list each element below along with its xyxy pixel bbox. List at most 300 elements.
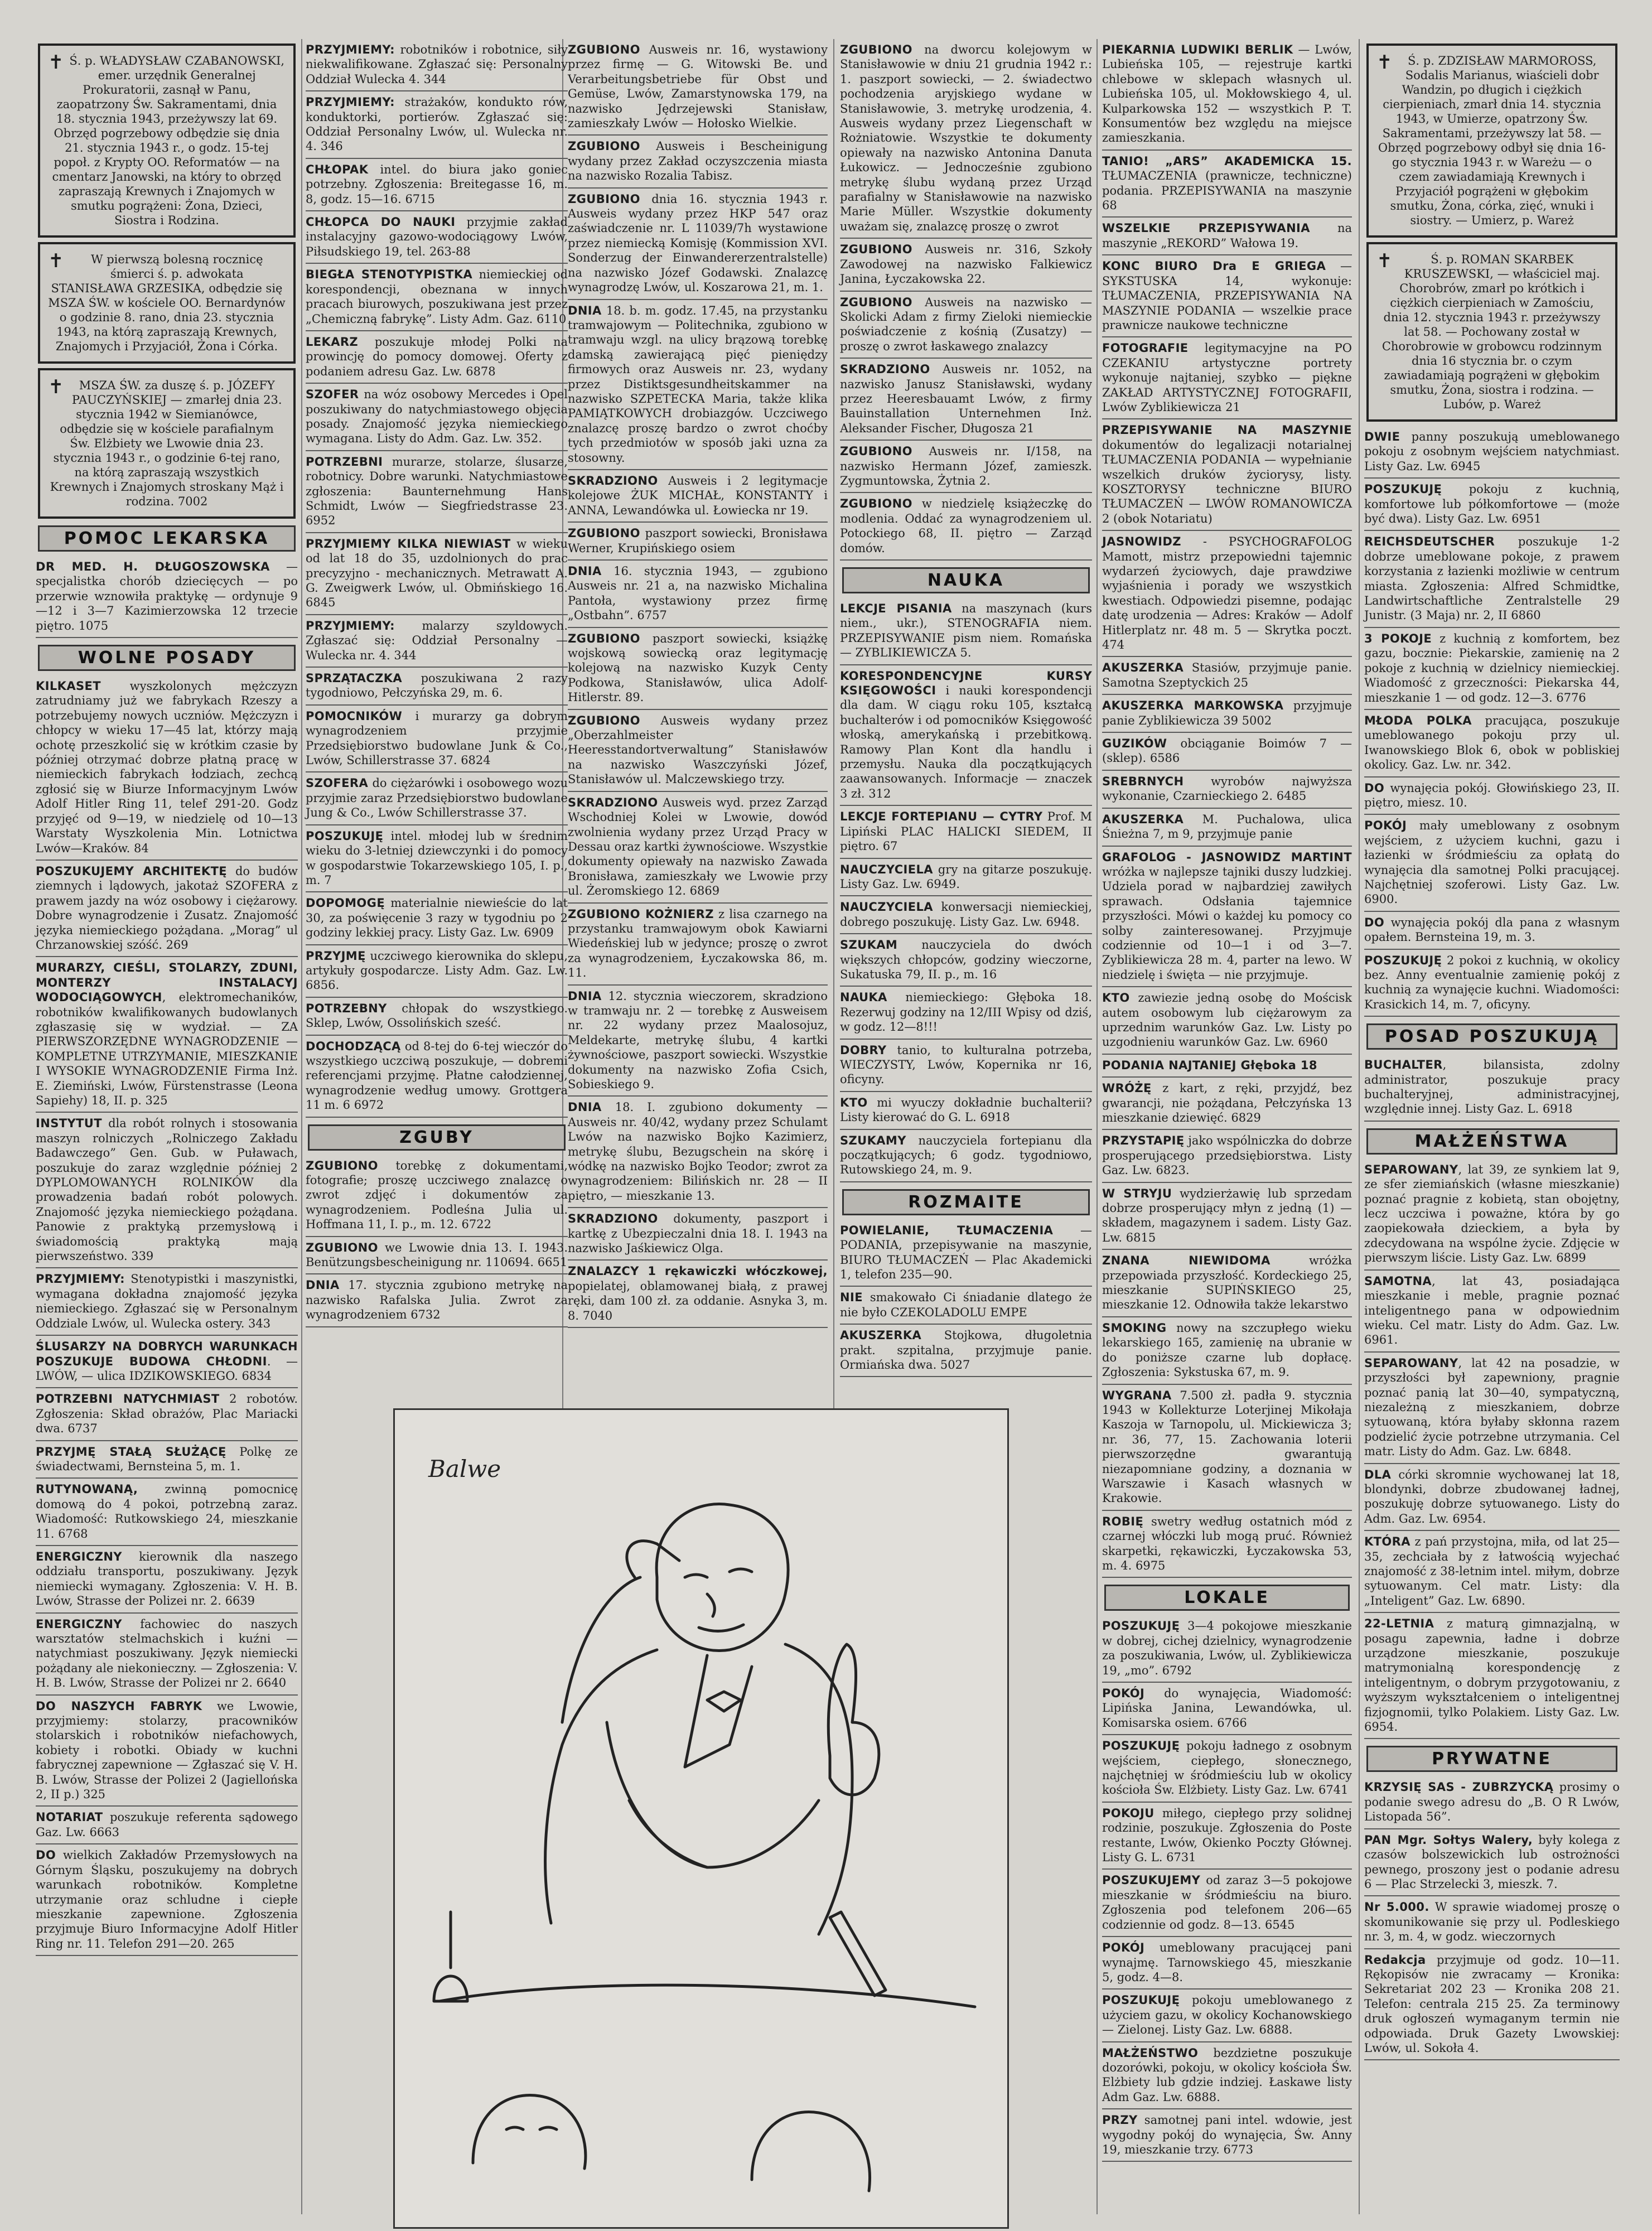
classified-ad — [568, 710, 828, 792]
ad-body: dnia 16. stycznia 1943 r. Ausweis wydany przez HKP 547 oraz zaświadczenie nr. L 11039/7h wystawione przez niemiecką Komisję (Kommission XVI. Sonderzug der Einwandererzentralstelle) na nazwisko Józef Godawski. Znalazcę wynagrodzę Lwów, ul. Koszarowa 21, m. 1. — [568, 192, 828, 294]
classified-ad — [1364, 778, 1620, 815]
ad-lead: AKUSZERKA — [1102, 812, 1184, 826]
ad-body: nowy na szczupłego wieku lekarskiego 165, zamienię na ubranie w do poniższe czarne lub dopłacę. Zgłoszenia: Sykstuska 67, m. 9. — [1102, 1321, 1352, 1379]
classified-ad — [306, 211, 568, 264]
classified-ad — [568, 189, 828, 300]
classified-ad — [1102, 419, 1352, 531]
ad-lead: DR MED. H. DŁUGOSZOWSKA — [36, 560, 270, 573]
classified-ad — [306, 39, 568, 91]
caricature-illustration — [393, 1408, 1009, 2229]
classified-ad — [36, 1479, 298, 1546]
classified-ad — [1102, 1803, 1352, 1870]
classified-ad — [568, 561, 828, 628]
ad-lead: SEPAROWANY — [1364, 1356, 1458, 1370]
ad-lead: ZGUBIONO — [568, 43, 640, 56]
classified-ad — [1102, 1250, 1352, 1317]
classified-ad — [1102, 771, 1352, 809]
column-2 — [302, 39, 571, 1394]
ad-body: od zaraz 3—5 pokojowe mieszkanie w śródmieściu na biuro. Zgłoszenia pod telefonem 206—65 codziennie od godz. 8—13. 6545 — [1102, 1873, 1352, 1931]
ad-lead: SZOFER — [306, 388, 359, 402]
classified-ad — [1102, 2042, 1352, 2110]
ad-body: 2 robotów. Zgłoszenia: Skład obrażów, Plac Mariacki dwa. 6737 — [36, 1392, 298, 1436]
ad-body: , lat 42 na posadzie, w przyszłości był zapewniony, pragnie poznać panią lat 30—40, sympatyczną, niezależną z mieszkaniem, dobrze sytuowaną, która byłaby skłonna razem podzielić życie potrzebne utrzymania. Cel matr. Listy do Adm. Gaz. Lw. 6848. — [1364, 1356, 1620, 1459]
classified-ad — [1364, 1353, 1620, 1464]
ad-body: Stasiów, przyjmuje panie. Samotna Szeptyckich 25 — [1102, 661, 1352, 689]
ad-lead: PRZYJMĘ — [306, 949, 366, 963]
ad-lead: POSZUKUJĘ — [1364, 482, 1442, 496]
classified-ad — [306, 159, 568, 211]
classified-ad — [840, 1092, 1092, 1130]
classified-ad — [1364, 1159, 1620, 1271]
classified-ad — [1364, 950, 1620, 1017]
classified-ad — [1102, 1130, 1352, 1182]
classified-ad — [1364, 1531, 1620, 1613]
classified-ad — [1102, 255, 1352, 337]
obituary-notice — [1366, 44, 1617, 238]
ad-body: poszukuje 1-2 dobrze umeblowane pokoje, z prawem korzystania z łazienki możliwie w centrum miasta. Zgłoszenia: Alfred Schmidtke, Landwirtschaftliche Zentralstelle 29 Junistr. (3 Maja) nr. 2, II 6860 — [1364, 535, 1620, 622]
classified-ad — [1102, 2109, 1352, 2162]
classified-ad — [1364, 815, 1620, 911]
ad-lead: BUCHALTER — [1364, 1058, 1443, 1072]
ad-lead: PRZYJMIEMY: — [306, 619, 395, 632]
ad-lead: RUTYNOWANĄ, — [36, 1482, 138, 1496]
classified-ad — [1102, 1385, 1352, 1511]
classified-ad — [36, 957, 298, 1113]
ad-body: pokoju umeblowanego z użyciem gazu, w okolicy Kochanowskiego — Zielonej. Listy Gaz. Lw. 6888. — [1102, 1993, 1352, 2037]
ad-lead: NAUCZYCIELA — [840, 862, 933, 876]
ad-body: we Lwowie, przyjmiemy: stolarzy, pracowników stolarskich i robotników niefachowych, kobiety i robotki. Obiady w kuchni fabrycznej zapewnione — Zgłaszać się V. H. B. Lwów, Strasse der Polizei 2 (Jagiellońska 2, II p.) 325 — [36, 1699, 298, 1802]
ad-body: niemieckiego: Głęboka 18. Rezerwuj godziny na 12/III Wpisy od dziś, w godz. 12—8!!! — [840, 991, 1092, 1034]
column-5 — [1099, 39, 1355, 2214]
ad-lead: ZGUBIONO — [840, 295, 912, 309]
ad-lead: POTRZEBNI — [306, 455, 383, 469]
ad-body: przyjmie zakład instalacyjny gazowo-wodociągowy Lwów, Piłsudskiego 19, tel. 263-88 — [306, 215, 568, 258]
classified-ad — [568, 470, 828, 523]
cross-icon: ✝ — [48, 250, 64, 272]
classified-ad — [1102, 151, 1352, 218]
classified-ad — [1102, 531, 1352, 657]
ad-body: Stojkowa, długoletnia prakt. szpitalna, przyjmuje panie. Ormiańska dwa. 5027 — [840, 1329, 1092, 1372]
ad-body: — Lwów, Lubieńska 105, — rejestruje kartki chlebowe w sklepach własnych ul. Lubieńska 105, ul. Mokłowskiego 4, ul. Kulparkowska 152 — wszystkich P. T. Konsumentów bez względu na miejsce zamieszkania. — [1102, 43, 1352, 145]
ad-lead: PRZYJMIEMY KILKA NIEWIAST — [306, 537, 511, 550]
ad-body: mały umeblowany z osobnym wejściem, z użyciem kuchni, gazu i łazienki w śródmieściu za opłatą do wynajęcia dla samotnej Polki pracującej. Najchętniej szoferowi. Listy Gaz. Lw. 6900. — [1364, 819, 1620, 906]
ad-body: poszukuje młodej Polki na prowincję do pomocy domowej. Oferty z podaniem adresu Gaz. Lw. 6878 — [306, 335, 568, 378]
ad-lead: DNIA — [568, 1100, 602, 1114]
ad-body: 7.500 zł. padła 9. stycznia 1943 w Kollekturze Loterjinej Mikołaja Kaszoja w Tarnopolu, ul. Mickiewicza 3; nr. 36, 77, 15. Zachowania loterii pierwszorzędne gwarantują niezapomniane godziny, a doznania w Warszawie i Kasach własnych w Krakowie. — [1102, 1388, 1352, 1505]
classified-ad — [1102, 847, 1352, 988]
ad-body: Ausweis nr. I/158, na nazwisko Hermann Józef, zamieszk. Zygmuntowska, Żytnia 2. — [840, 445, 1092, 487]
classified-ad — [1364, 1464, 1620, 1532]
ad-body: dokumenty, paszport i kartkę z Ubezpieczalni dnia 18. I. 1943 na nazwisko Jaśkiewicz Olga. — [568, 1212, 828, 1255]
classified-ad — [306, 533, 568, 615]
ad-lead: AKUSZERKA — [840, 1329, 922, 1343]
ad-lead: DNIA — [568, 564, 602, 578]
ad-body: , elektromechaników, robotników kwalifikowanych budowlanych zgłaszasię się w wydział. — ZA PIERWSZORZĘDNE WYNAGRODZENIE — KOMPLETNE UTRZYMANIE, MIESZKANIE I WYSOKIE WYNAGRODZENIE Firma Inż. E. Ziemiński, Lwów, Fürstenstrasse (Leona Sapiehy) 18, II. p. 325 — [36, 991, 298, 1107]
ad-body: pracująca, poszukuje umeblowanego pokoju przy ul. Iwanowskiego Blok 6, obok w pobliskiej okolicy. Gaz. Lw. nr. 342. — [1364, 713, 1620, 772]
ad-lead: Redakcja — [1364, 1953, 1426, 1967]
ad-lead: WRÓŻĘ — [1102, 1081, 1152, 1095]
classified-ad — [568, 300, 828, 470]
ad-lead: ZGUBIONO — [568, 192, 640, 206]
classified-ad — [306, 1237, 568, 1275]
ad-body: Ausweis na nazwisko — Skolicki Adam z firmy Zieloki niemieckie poświadczenie z kośnią (Zusatzy) — proszę o zwrot łaskawego znalazcy — [840, 295, 1092, 353]
ad-lead: ZGUBIONO — [840, 43, 912, 56]
classified-ad — [306, 1274, 568, 1327]
ad-body: Ausweis wydany przez „Oberzahlmeister Heeresstandortverwaltung” Stanisławów na nazwisko Waszczyński Józef, Stanisławów ul. Malczewskiego trzy. — [568, 713, 828, 786]
ad-lead: CHŁOPAK — [306, 162, 369, 176]
classified-ad — [1102, 695, 1352, 733]
ad-body: umeblowany pracującej pani wynajmę. Tarnowskiego 45, mieszkanie 5, godz. 4—8. — [1102, 1941, 1352, 1984]
ad-body: samotnej pani intel. wdowie, jest wygodny pokój do wynajęcia, Św. Anny 19, mieszkanie trzy. 6773 — [1102, 2113, 1352, 2156]
ad-lead: ZGUBIONO — [568, 713, 640, 727]
ad-body: z kart, z ręki, przyjdź, bez gwarancji, nie pożądana, Pełczyńska 13 mieszkanie dziewięć. 6829 — [1102, 1081, 1352, 1124]
ad-lead: LEKCJE PISANIA — [840, 602, 952, 615]
section-header-nauka: NAUKA — [842, 567, 1090, 593]
classified-ad — [1102, 1183, 1352, 1250]
classified-ad — [840, 987, 1092, 1039]
ad-lead: POSZUKUJĘ — [1102, 1993, 1180, 2007]
ad-lead: LEKARZ — [306, 335, 359, 349]
ad-lead: SPRZĄTACZKA — [306, 672, 403, 685]
ad-lead: MAŁŻEŃSTWO — [1102, 2046, 1199, 2060]
classified-ad — [306, 91, 568, 159]
classified-ad — [306, 825, 568, 893]
ad-lead: PRZYJMIEMY: — [36, 1272, 125, 1286]
ad-lead: BIEGŁA STENOTYPISTKA — [306, 268, 473, 282]
classified-ad — [840, 934, 1092, 987]
ad-lead: SREBRNYCH — [1102, 774, 1184, 788]
ad-body: Ausweis i 2 legitymacje kolejowe ŻUK MICHAŁ, KONSTANTY i ANNA, Lewandówka ul. Łowiecka nr 19. — [568, 474, 828, 517]
ad-lead: PRZYJMIEMY: — [306, 95, 395, 109]
ad-lead: LEKCJE FORTEPIANU — CYTRY — [840, 810, 1043, 824]
classified-ad — [306, 1036, 568, 1118]
obituary-notice — [38, 242, 296, 364]
ad-lead: NOTARIAT — [36, 1810, 103, 1824]
ad-lead: ROBIĘ — [1102, 1514, 1144, 1528]
classified-ad — [1102, 39, 1352, 151]
ad-lead: SZUKAM — [840, 938, 898, 952]
classified-ad — [1364, 1054, 1620, 1122]
classified-ad — [568, 1208, 828, 1261]
ad-lead: ZGUBIONO — [306, 1240, 378, 1254]
ad-lead: POTRZEBNY — [306, 1001, 387, 1015]
ad-lead: KILKASET — [36, 679, 101, 693]
ad-body: prosimy o podanie swego adresu do „B. O R Lwów, Listopada 56”. — [1364, 1780, 1620, 1824]
ad-body: wróżka przepowiada przyszłość. Kordeckiego 25, mieszkanie SUPIŃSKIEGO 25, mieszkanie 12. Odnowiła także lekarstwo — [1102, 1254, 1352, 1312]
section-header-lokale: LOKALE — [1104, 1585, 1350, 1611]
ad-body: 18. b. m. godz. 17.45, na przystanku tramwajowym — Politechnika, zgubiono w tramwaju wzgl. na ulicy brązową torebkę damską zawierającą pięć pieniędzy firmowych oraz Ausweis nr. 23, wydany przez Distiktsgesundheitskammer na nazwisko SZPETECKA Maria, także klika PAMIĄTKOWYCH drobiazgów. Uczciwego znalazcę proszę bardzo o zwrot choćby tych przedmiotów w sposób jaki uzna za stosowny. — [568, 303, 828, 465]
ad-lead: NAUKA — [840, 991, 887, 1005]
classified-ad — [840, 1325, 1092, 1377]
ad-lead: POMOCNIKÓW — [306, 709, 403, 723]
classified-ad — [1102, 733, 1352, 771]
ad-body: Stenotypistki i maszynistki, wymagana dokładna znajomość języka niemieckiego. Zgłaszać się w Personalnym Oddziale Lwów, ul. Wulecka ostery. 343 — [36, 1272, 298, 1330]
ad-lead: DNIA — [568, 989, 602, 1003]
obituary-notice — [38, 44, 296, 238]
ad-lead: POSZUKUJĘ — [1364, 953, 1442, 967]
classified-ad — [1364, 1896, 1620, 1949]
ad-lead: KORESPONDENCYJNE KURSY KSIĘGOWOŚCI — [840, 669, 1092, 698]
ad-body: wyrobów najwyższa wykonanie, Czarnieckiego 2. 6485 — [1102, 774, 1352, 803]
classified-ad — [1364, 628, 1620, 710]
ad-body: z pań przystojna, miła, od lat 25—35, zechciała by z łatwością wyjechać znajomość z 38-letnim intel. miłym, dobrze sytuowanym. Cel matr. Listy: dla „Inteligent” Gaz. Lw. 6890. — [1364, 1535, 1620, 1607]
classified-ad — [568, 1097, 828, 1208]
ad-lead: DWIE — [1364, 430, 1400, 443]
column-rule — [1096, 39, 1098, 2214]
classified-ad — [306, 892, 568, 945]
ad-body: od 8-tej do 6-tej wieczór do wszystkiego uczciwą poszukuje, — dobremi referencjami przyjmę. Płatne całodziennej, wynagrodzenie według umowy. Grottgera 11 m. 6 6972 — [306, 1039, 568, 1112]
ad-body: dla robót rolnych i stosowania maszyn rolniczych „Rolniczego Zakładu Badawczego” Gen. Gub. w Puławach, poszukuje do zaraz względnie później 2 DYPLOMOWANYCH ROLNIKÓW dla prowadzenia badań robót polowych. Znajomość języka niemieckiego pożądana. Panowie z praktyką przemysłową i świadomością praktyką mają pierwszeństwo. 339 — [36, 1117, 298, 1263]
section-header-prywatne: PRYWATNE — [1366, 1746, 1617, 1772]
ad-lead: ZNANA NIEWIDOMA — [1102, 1254, 1271, 1268]
classified-ad — [840, 598, 1092, 665]
obituary-text: Ś. p. ROMAN SKARBEK KRUSZEWSKI, — właściciel maj. Chorobrów, zmarł po krótkich i ciężkich cierpieniach w Zamościu, dnia 12. stycznia 1943 r. przeżywszy lat 58. — Pochowany został w Chorobrowie w grobowcu rodzinnym dnia 16 stycznia br. o czym zawiadamiają pogrążeni w głębokim smutku, Żona, siostra i rodzina. — Lubów, p. Wareż — [1382, 253, 1602, 411]
ad-body: poszukuje referenta sądowego Gaz. Lw. 6663 — [36, 1810, 298, 1839]
ad-body: paszport sowiecki, Bronisława Werner, Krupińskiego osiem — [568, 527, 828, 555]
ad-body: Ausweis nr. 1052, na nazwisko Janusz Stanisławski, wydany przez Heeresbauamt Lwów, z firmy Bauinstallation Unternehmen Inż. Aleksander Fischer, Długosza 21 — [840, 363, 1092, 435]
ad-body: , lat 39, ze synkiem lat 9, ze sfer ziemiańskich (własne mieszkanie) poznać pragnie z kobietą, stan obojętny, lecz uczciwa i poważne, która by go zaopiekowała dzieckiem, a była by zdecydowana na wspólne życie. Zdjęcie w pierwszym liście. Listy Gaz. Lw. 6899 — [1364, 1162, 1620, 1265]
ad-body: smakowało Ci śniadanie dlatego że nie było CZEKOLADOLU EMPE — [840, 1291, 1092, 1319]
ad-body: M. Puchalowa, ulica Śnieżna 7, m 9, przyjmuje panie — [1102, 812, 1352, 841]
ad-body: torebkę z dokumentami, fotografie; proszę uczciwego znalazcę o zwrot zdjęć i dokumentów za wynagrodzeniem. Podleśna Julia ul. Hoffmana 11, I. p., m. 12. 6722 — [306, 1158, 568, 1232]
ad-body: do wynajęcia, Wiadomość: Lipińska Janina, Lewandówka, ul. Komisarska osiem. 6766 — [1102, 1687, 1352, 1730]
classified-ad — [840, 1040, 1092, 1092]
ad-body: z kuchnią z komfortem, bez gazu, bocznie: Piekarskie, zamienię na 2 pokoje z kuchnią w dzielnicy niemieckiej. Wiadomość z grzeczności: Piekarska 44, mieszkanie 1 — od godz. 12—3. 6776 — [1364, 631, 1620, 704]
classified-ad — [568, 628, 828, 710]
classified-ad — [306, 384, 568, 451]
ad-body: malarzy szyldowych. Zgłaszać się: Oddział Personalny — Wulecka nr. 4. 344 — [306, 619, 568, 662]
ad-body: na maszynie „REKORD” Wałowa 19. — [1102, 221, 1352, 250]
ad-lead: WSZELKIE PRZEPISYWANIA — [1102, 221, 1310, 235]
ad-body: do ciężarówki i osobowego wozu przyjmie zaraz Przedsiębiorstwo budowlane Jung & Co., Lwów Schillerstrasse 37. — [306, 776, 568, 820]
ad-body: popielatej, oblamowanej białą, z prawej ręki, dam 100 zł. za oddanie. Asnyka 3, m. 8. 7040 — [568, 1279, 828, 1322]
ad-body: na maszynach (kurs niem., ukr.), STENOGRAFIA niem. PRZEPISYWANIE pism niem. Romańska — ZYBLIKIEWICZA 5. — [840, 602, 1092, 660]
ad-body: — specjalistka chorób dziecięcych — po przerwie wznowiła praktykę — ordynuje 9—12 i 3—7 Kazimierzowska 12 trzecie piętro. 1075 — [36, 560, 298, 632]
ad-body: w wieku od lat 18 do 35, uzdolnionych do prac precyzyjno - mechanicznych. Metrawatt A. G. Zweigwerk Lwów, ul. Obmińskiego 16. 6845 — [306, 537, 568, 610]
ad-lead: POKÓJ — [1102, 1941, 1145, 1955]
classified-ad — [1364, 1613, 1620, 1739]
ad-lead: 3 POKOJE — [1364, 631, 1432, 645]
ad-body: we Lwowie dnia 13. I. 1943. Benützungsbescheinigung nr. 110694. 6651 — [306, 1240, 568, 1269]
classified-ad — [1102, 1511, 1352, 1578]
classified-ad — [306, 668, 568, 706]
ad-lead: AKUSZERKA MARKOWSKA — [1102, 699, 1284, 713]
ad-body: bezdzietne poszukuje dozorówki, pokoju, w okolicy kościoła Św. Elżbiety lub gdzie indziej. Łaskawe listy Adm Gaz. Lw. 6888. — [1102, 2046, 1352, 2104]
caricature-drawing — [395, 1410, 1007, 2227]
classified-ad — [568, 523, 828, 561]
ad-body: , bilansista, zdolny administrator, poszukuje pracy buchalteryjnej, administracyjnej, względnie innej. Listy Gaz. L. 6918 — [1364, 1058, 1620, 1116]
ad-body: Ausweis i Bescheinigung wydany przez Zakład oczyszczenia miasta na nazwisko Rozalia Tabisz. — [568, 139, 828, 183]
ad-body: były kolega z czasów bolszewickich lub ostrożności pewnego, proszony jest o podanie adresu 6 — Plac Strzelecki 3, mieszk. 7. — [1364, 1833, 1620, 1891]
ad-lead: ZGUBIONO — [306, 1158, 378, 1172]
classified-ad — [840, 359, 1092, 441]
classified-ad — [840, 806, 1092, 858]
ad-body: poszukiwana 2 razy tygodniowo, Pełczyńska 29, m. 6. — [306, 672, 568, 700]
obituary-text: MSZA ŚW. za duszę ś. p. JÓZEFY PAUCZYŃSKIEJ — zmarłej dnia 23. stycznia 1942 w Siemianówce, odbędzie się w kościele parafialnym Św. Elżbiety we Lwowie dnia 23. stycznia 1943 r., o godzinie 6-tej rano, na którą zapraszają wszystkich Krewnych i Znajomych stroskany Mąż i rodzina. 7002 — [50, 379, 284, 508]
ad-lead: GUZIKÓW — [1102, 737, 1167, 751]
classified-ad — [840, 292, 1092, 359]
ad-body: i nauki korespondencji dla dam. W ciągu roku 105, kształcą buchalterów i od pomocników Księgowość włoską, amerykańską i przebitkową. Ramowy Plan Kont dla handlu i przemysłu. Nauka dla początkujących zaawansowanych. Informacje — znaczek 3 zł. 312 — [840, 684, 1092, 800]
ad-body: z maturą gimnazjalną, w posagu zapewnia, ładne i dobrze urządzone mieszkanie, poszukuje matrymonialną korespondencję z inteligentnym, o dobrym przygotowaniu, z wyższym wykształceniem o inteligentnej fizjognomii, tylko Polakiem. Listy Gaz. Lw. 6954. — [1364, 1617, 1620, 1734]
ad-body: paszport sowiecki, książkę wojskową sowiecką oraz legitymację kolejową na nazwisko Kuzyk Centy Podkowa, Stanisławów, ulica Adolf-Hitlerstr. 89. — [568, 631, 828, 704]
classified-ad — [840, 239, 1092, 291]
ad-lead: KTO — [840, 1095, 868, 1109]
ad-body: swetry według ostatnich mód z czarnej włóczki lub mogą pruć. Również skarpetki, rękawiczki, Łyczakowska 53, m. 4. 6975 — [1102, 1514, 1352, 1572]
ad-lead: REICHSDEUTSCHER — [1364, 535, 1495, 549]
ad-lead: PRZYJMIEMY: — [306, 43, 395, 56]
ad-lead: TANIO! „ARS” AKADEMICKA 15. — [1102, 154, 1352, 168]
section-header-ma-e-stwa: MAŁŻEŃSTWA — [1366, 1128, 1617, 1155]
ad-body: zwinną pomocnicę domową do 4 pokoi, potrzebną zaraz. Wiadomość: Rutkowskiego 24, mieszkanie 11. 6768 — [36, 1482, 298, 1541]
ad-body: niemieckiej od korespondencji, obeznana w innych pracach biurowych, poszukiwana jest przez „Chemiczną fabrykę”. Listy Adm. Gaz. 6110 — [306, 268, 568, 326]
ad-lead: ZGUBIONO — [568, 139, 640, 153]
classified-ad — [1364, 1776, 1620, 1829]
ad-lead: SKRADZIONO — [840, 363, 930, 376]
ad-lead: DOCHODZĄCĄ — [306, 1039, 401, 1053]
ad-lead: DO NASZYCH FABRYK — [36, 1699, 202, 1713]
ad-body: wynajęcia pokój. Głowińskiego 23, II. piętro, miesz. 10. — [1364, 781, 1620, 809]
classified-ad — [568, 1261, 828, 1328]
classified-ad — [1102, 1615, 1352, 1683]
ad-body: wyszkolonych mężczyzn zatrudniamy już we fabrykach Rzeszy a potrzebujemy nowych uczniów. Mężczyzn i chłopcy w wieku 17—45 lat, którzy mają ochotę przeszkolić się w krótkim czasie by później otrzymać dobrze płatną pracę w niemieckich fabrykach łodziach, zechcą zgłosić się w Biurze Informacyjnym Lwów Adolf Hitler Ring 11, telef 291-20. Godz przyjęć od 9—19, w niedzielę od 10—13 Warstaty Wyszkolenia Min. Lotnictwa Lwów—Kraków. 84 — [36, 679, 298, 855]
ad-body: . — LWÓW, — ulica IDZIKOWSKIEGO. 6834 — [36, 1354, 298, 1383]
classified-ad — [1364, 531, 1620, 627]
ad-lead: POSZUKUJĘ — [306, 829, 384, 843]
ad-lead: INSTYTUT — [36, 1117, 102, 1131]
ad-lead: POKOJU — [1102, 1806, 1155, 1820]
ad-lead: MURARZY, CIEŚLI, STOLARZY, ZDUNI, MONTERZY INSTALACYJ WODOCIĄGOWYCH — [36, 961, 298, 1005]
ad-lead: Nr 5.000. — [1364, 1900, 1429, 1914]
ad-body: materialnie niewieście do lat 30, za poświęcenie 3 razy w tygodniu po 2 godziny lekkiej pracy. Listy Gaz. Lw. 6909 — [306, 896, 568, 940]
ad-body: na wóz osobowy Mercedes i Opel poszukiwany do natychmiastowego objęcia posady. Znajomość języka niemieckiego wymagana. Listy do Adm. Gaz. Lw. 352. — [306, 388, 568, 446]
ad-body: córki skromnie wychowanej lat 18, blondynki, dobrze zbudowanej ładnej, poszukuję dobrze sytuowanego. Listy do Adm. Gaz. Lw. 6954. — [1364, 1467, 1620, 1525]
classified-ad — [1364, 1271, 1620, 1353]
cross-icon: ✝ — [48, 376, 64, 398]
ad-lead: DO — [1364, 781, 1385, 795]
classified-ad — [1102, 218, 1352, 255]
ad-lead: PAN Mgr. Sołtys Walery, — [1364, 1833, 1533, 1847]
classified-ad — [36, 1268, 298, 1336]
ad-body: Prof. M Lipiński PLAC HALICKI SIEDEM, II piętro. 67 — [840, 810, 1092, 853]
ad-body: — SYKSTUSKA 14, wykonuje: TŁUMACZENIA, PRZEPISYWANIA NA MASZYNIE PODANIA — wszelkie prace prawnicze naukowe techniczne — [1102, 259, 1352, 332]
ad-body: Ausweis nr. 16, wystawiony przez firmę — G. Witowski Be. und Verarbeitungsbetriebe für Obst und Gemüse, Lwów, Zamarstynowska 179, na nazwisko Jędrzejewski Stanisław, zamieszkały Lwów — Hołosko Wielkie. — [568, 43, 828, 131]
ad-lead: SKRADZIONO — [568, 1212, 658, 1226]
ad-body: Polkę ze świadectwami, Bernsteina 5, m. 1. — [36, 1445, 298, 1473]
ad-lead: SKRADZIONO — [568, 795, 658, 809]
classified-ad — [840, 39, 1092, 239]
classified-ad — [1364, 710, 1620, 778]
classified-ad — [1102, 1055, 1352, 1078]
ad-body: strażaków, kondukto rów, konduktorki, portierów. Zgłaszać się: Oddział Personalny Lwów, ul. Wulecka nr. 4. 346 — [306, 95, 568, 153]
ad-lead: ZGUBIONO — [568, 527, 640, 540]
ad-lead: GRAFOLOG - JASNOWIDZ MARTINT — [1102, 850, 1352, 864]
ad-body: 17. stycznia zgubiono metrykę na nazwisko Rafalska Julia. Zwrot za wynagrodzeniem 6732 — [306, 1278, 568, 1322]
classified-ad — [306, 331, 568, 384]
ad-lead: DNIA — [568, 303, 602, 317]
classified-ad — [840, 665, 1092, 807]
ad-lead: SZUKAMY — [840, 1133, 906, 1147]
ad-body: jako wspólniczka do dobrze prosperującego przedsiębiorstwa. Listy Gaz. Lw. 6823. — [1102, 1134, 1352, 1177]
classified-ad — [1364, 426, 1620, 479]
ad-lead: MŁODA POLKA — [1364, 713, 1472, 727]
ad-lead: ENERGICZNY — [36, 1617, 122, 1631]
ad-body: Ausweis wyd. przez Zarząd Wschodniej Kolei w Lwowie, dowód zwolnienia wydany przez Urząd Pracy w Dessau oraz kartki żywnościowe. Wszystkie dokumenty opiewały na nazwisko Zawada Bronisława, zamieszkały we Lwowie przy ul. Żeromskiego 12. 6869 — [568, 795, 828, 898]
ad-body: w niedzielę książeczkę do modlenia. Oddać za wynagrodzeniem ul. Potockiego 68, II. piętro — Zarząd domów. — [840, 497, 1092, 555]
ad-body: zawiezie jedną osobę do Mościsk autem osobowym lub ciężarowym za uprzednim warunków Gaz. Lw. Listy po uzgodnieniu warunków Gaz. Lw. 6960 — [1102, 991, 1352, 1049]
ad-lead: DO — [1364, 915, 1385, 929]
classified-ad — [1102, 1317, 1352, 1385]
ad-lead: ZGUBIONO — [840, 243, 912, 257]
classified-ad — [36, 1388, 298, 1441]
classified-ad — [36, 1614, 298, 1696]
ad-lead: SKRADZIONO — [568, 474, 658, 487]
column-4 — [837, 39, 1095, 1394]
classified-ad — [1364, 1829, 1620, 1897]
classified-ad — [840, 441, 1092, 493]
classified-ad — [306, 706, 568, 773]
classified-ad — [306, 998, 568, 1036]
ad-lead: ENERGICZNY — [36, 1549, 122, 1563]
classified-ad — [36, 556, 298, 638]
ad-body: 3—4 pokojowe mieszkanie w dobrej, cichej dzielnicy, wynagrodzenie za poszukiwania, Lwów, ul. Zyblikiewicza 19, „mo”. 6792 — [1102, 1619, 1352, 1677]
ad-lead: POWIELANIE, TŁUMACZENIA — [840, 1223, 1054, 1237]
cross-icon: ✝ — [48, 51, 64, 74]
classified-ad — [568, 792, 828, 904]
ad-lead: SZOFERA — [306, 776, 369, 790]
classified-ad — [36, 1696, 298, 1807]
ad-lead: FOTOGRAFIE — [1102, 341, 1189, 355]
ad-body: obciąganie Boimów 7 — (sklep). 6586 — [1102, 737, 1352, 765]
ad-body: murarze, stolarze, ślusarze, robotnicy. Dobre warunki. Natychmiastowe zgłoszenia: Baunternehmung Hans Schmidt, Lwów — Siegfriedstrasse 23. 6952 — [306, 455, 568, 528]
section-header-rozmaite: ROZMAITE — [842, 1189, 1090, 1215]
ad-body: dokumentów do legalizacji notarialnej TŁUMACZENIA PODANIA — wypełnianie wszelkich druków życiorysy, listy. KOSZTORYSY techniczne BIURO TŁUMACZEŃ — LWÓW ROMANOWICZA 2 (obok Notariatu) — [1102, 438, 1352, 525]
ad-lead: KONC BIURO Dra E GRIEGA — [1102, 259, 1326, 273]
ad-body: 12. stycznia wieczorem, skradziono w tramwaju nr. 2 — torebkę z Ausweisem nr. 22 wydany przez Maalosojuz, Meldekarte, metrykę ślubu, 4 kartki żywnościowe, paszport sowiecki. Wszystkie dokumenty na nazwisko Zofia Csich, Sobieskiego 9. — [568, 989, 828, 1091]
ad-lead: CHŁOPCA DO NAUKI — [306, 215, 456, 229]
classified-ad — [840, 1130, 1092, 1182]
classified-ad — [1364, 912, 1620, 950]
classified-ad — [36, 1113, 298, 1268]
ad-body: legitymacyjne na PO CZEKANIU artystyczne portrety wykonuje najtaniej, szybko — piękne ZAKŁAD ARTYSTYCZNEJ FOTOGRAFII, Lwów Zyblikiewicza 21 — [1102, 341, 1352, 414]
ad-lead: DO — [36, 1848, 56, 1862]
ad-lead: KTÓRA — [1364, 1535, 1411, 1549]
ad-body: 16. stycznia 1943, — zgubiono Ausweis nr. 21 a, na nazwisko Michalina Pantoła, wystawiony przez firmę „Ostbahn”. 6757 — [568, 564, 828, 622]
classified-ad — [840, 859, 1092, 897]
classified-ad — [568, 136, 828, 188]
ad-body: — PODANIA, przepisywanie na maszynie, BIURO TŁUMACZEŃ — Plac Akademicki 1, telefon 235—90. — [840, 1223, 1092, 1282]
ad-lead: PRZEPISYWANIE NA MASZYNIE — [1102, 423, 1352, 437]
classified-ad — [306, 264, 568, 331]
classified-ad — [1102, 987, 1352, 1055]
classified-ad — [1364, 479, 1620, 531]
ad-lead: KRZYSIĘ SAS - ZUBRZYCKĄ — [1364, 1780, 1554, 1794]
classified-ad — [1102, 657, 1352, 695]
classified-ad — [1102, 1989, 1352, 2042]
ad-body: nauczyciela fortepianu dla początkujących; 6 godz. tygodniowo, Rutowskiego 24, m. 9. — [840, 1133, 1092, 1177]
ad-lead: DLA — [1364, 1467, 1392, 1481]
section-header-zguby: ZGUBY — [308, 1124, 566, 1151]
classified-ad — [840, 493, 1092, 561]
ad-body: TŁUMACZENIA (prawnicze, techniczne) podania. PRZEPISYWANIA na maszynie 68 — [1102, 169, 1352, 213]
ad-body: kierownik dla naszego oddziału transportu, poszukiwany. Język niemiecki wymagany. Zgłoszenia: V. H. B. Lwów, Strasse der Polizei nr. 2. 6639 — [36, 1549, 298, 1608]
ad-body: pokoju ładnego z osobnym wejściem, ciepłego, słonecznego, najchętniej w śródmieściu lub w okolicy kościoła Św. Elżbiety. Listy Gaz. Lw. 6741 — [1102, 1739, 1352, 1797]
ad-body: pokoju z kuchnią, komfortowe lub półkomfortowe — (może być dwa). Listy Gaz. Lw. 6951 — [1364, 482, 1620, 526]
obituary-notice — [38, 368, 296, 519]
ad-lead: NAUCZYCIELA — [840, 900, 933, 914]
ad-lead: DNIA — [306, 1278, 340, 1292]
classified-ad — [306, 772, 568, 825]
ad-body: robotników i robotnice, siły niekwalifikowane. Zgłaszać się: Personalny Oddział Wulecka 4. 344 — [306, 43, 568, 86]
